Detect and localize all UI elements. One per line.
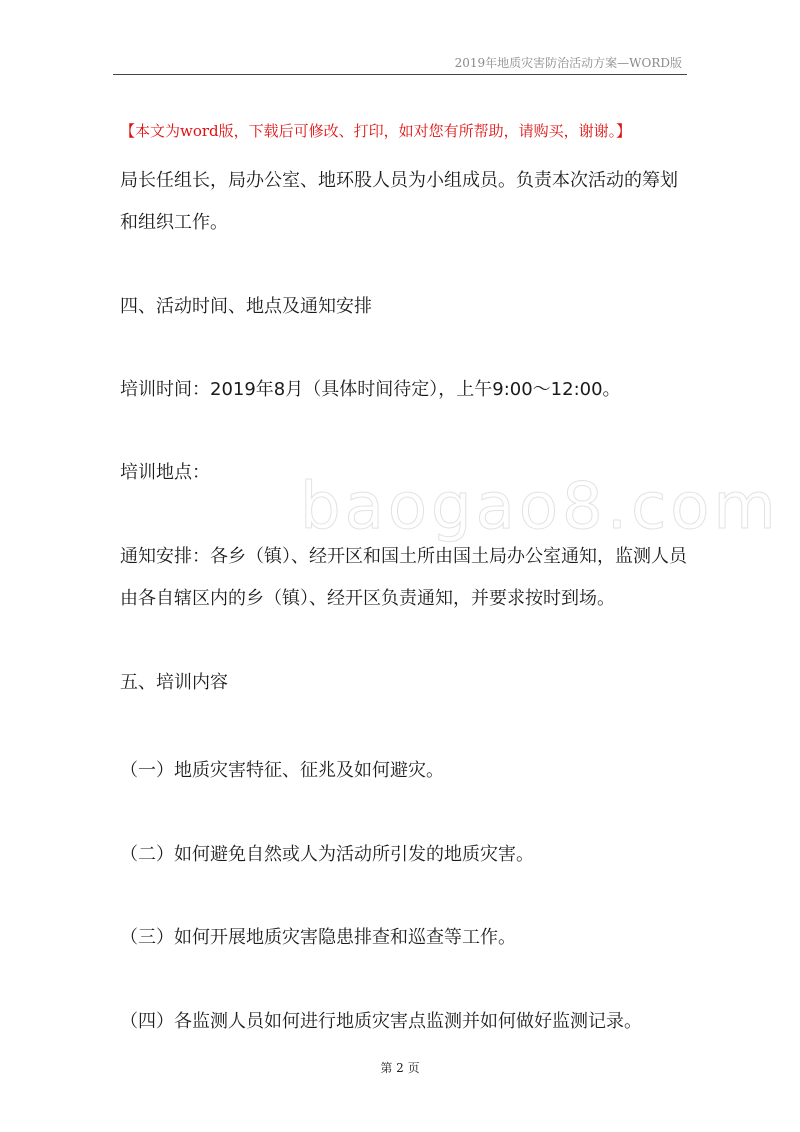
section-heading-five: 五、培训内容	[120, 672, 228, 693]
paragraph-leadership: 局长任组长，局办公室、地环股人员为小组成员。负责本次活动的筹划和组织工作。	[120, 170, 678, 233]
list-item-four: （四）各监测人员如何进行地质灾害点监测并如何做好监测记录。	[120, 1011, 642, 1032]
purchase-notice: 【本文为word版，下载后可修改、打印，如对您有所帮助，请购买，谢谢。】	[120, 122, 632, 140]
list-item-one: （一）地质灾害特征、征兆及如何避灾。	[120, 760, 444, 781]
paragraph-training-location: 培训地点：	[120, 462, 210, 483]
page-number: 第 2 页	[380, 1061, 420, 1075]
section-heading-four: 四、活动时间、地点及通知安排	[120, 296, 372, 317]
list-item-two: （二）如何避免自然或人为活动所引发的地质灾害。	[120, 844, 534, 865]
header-divider	[113, 74, 687, 75]
header-title: 2019年地质灾害防治活动方案—WORD版	[454, 56, 682, 70]
paragraph-notification: 通知安排：各乡（镇）、经开区和国土所由国土局办公室通知，监测人员由各自辖区内的乡（镇）、经开区负责通知，并要求按时到场。	[120, 546, 687, 609]
paragraph-training-time: 培训时间：2019年8月（具体时间待定），上午9:00～12:00。	[120, 379, 621, 400]
list-item-three: （三）如何开展地质灾害隐患排查和巡查等工作。	[120, 927, 516, 948]
watermark: baogao8.com	[300, 470, 780, 544]
